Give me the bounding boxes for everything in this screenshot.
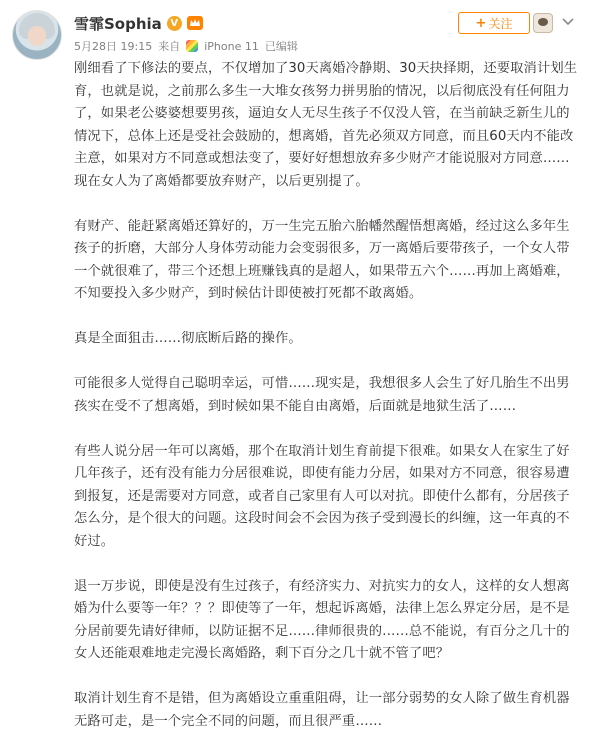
follow-label: 关注 (488, 16, 513, 31)
post-time[interactable]: 5月28日 19:15 (74, 40, 153, 53)
post-paragraph: 有些人说分居一年可以离婚，那个在取消计划生育前提下很难。如果女人在家生了好几年孩子，还有没有能力分居很难说，即使有能力分居，如果对方不同意，很容易遭到报复，还是需要对方同意，或者自己家里有人可以对抗。即使什么都有，分居孩子怎么分，是个很大的问题。这段时间会不会因为孩子受到漫长的纠缠，这一年真的不好过。 (74, 443, 570, 549)
post-paragraph: 可能很多人觉得自己聪明幸运，可惜……现实是，我想很多人会生了好几胎生不出男孩实在受不了想离婚，到时候如果不能自由离婚，后面就是地狱生活了…… (74, 376, 570, 414)
avatar[interactable] (12, 10, 62, 60)
avatar-face (28, 26, 46, 46)
post-paragraph: 退一万步说，即使是没有生过孩子，有经济实力、对抗实力的女人，这样的女人想离婚为什么要等一年？？？即使等了一年，想起诉离婚，法律上怎么界定分居，是不是分居前要先请好律师，以防证据不足……律师很贵的……总不能说，有百分之几十的女人还能艰难地走完漫长离婚路，剩下百分之几十就不管了吧？ (74, 578, 570, 661)
edited-label[interactable]: 已编辑 (264, 40, 298, 53)
post-meta (74, 38, 298, 54)
post-body (74, 58, 578, 756)
follow-button[interactable] (458, 12, 530, 34)
author-row (74, 12, 203, 34)
post-paragraph: 刚细看了下修法的要点，不仅增加了30天离婚冷静期、30天抉择期，还要取消计划生育，也就是说，之前那么多生一大堆女孩努力拼男胎的情况，以后彻底没有任何阻力了，如果老公婆婆想要男孩，逼迫女人无尽生孩子不仅没人管，在当前缺乏新生儿的情况下，总体上还是受社会鼓励的，想离婚，首先必须双方同意，而且60天内不能改主意，如果对方不同意或想法变了，要好好想想放弃多少财产才能说服对方同意……现在女人为了离婚都要放弃财产，以后更别提了。 (74, 61, 578, 189)
fan-badge-icon[interactable] (533, 13, 553, 33)
crown-icon (189, 18, 201, 28)
author-name[interactable]: 雪霏Sophia (74, 14, 162, 33)
post-paragraph: 取消计划生育不是错，但为离婚设立重重阻碍，让一部分弱势的女人除了做生育机器无路可走，是一个完全不同的问题，而且很严重…… (74, 691, 570, 729)
device-name: iPhone 11 (204, 39, 259, 53)
source-prefix: 来自 (158, 40, 181, 53)
post-header (0, 0, 590, 60)
chevron-down-icon[interactable] (560, 13, 576, 29)
rainbow-icon (186, 40, 198, 52)
vip-icon (187, 16, 203, 30)
post-paragraph: 有财产、能赶紧离婚还算好的，万一生完五胎六胎幡然醒悟想离婚，经过这么多年生孩子的折磨，大部分人身体劳动能力会变弱很多，万一离婚后要带孩子，一个女人带一个就很难了，带三个还想上班赚钱真的是超人，如果带五六个……再加上离婚难，不知要投入多少财产，到时候估计即使被打死都不敢离婚。 (74, 218, 570, 301)
verified-icon: V (167, 16, 182, 31)
plus-icon: + (475, 15, 487, 31)
post-paragraph: 真是全面狙击……彻底断后路的操作。 (74, 331, 302, 346)
